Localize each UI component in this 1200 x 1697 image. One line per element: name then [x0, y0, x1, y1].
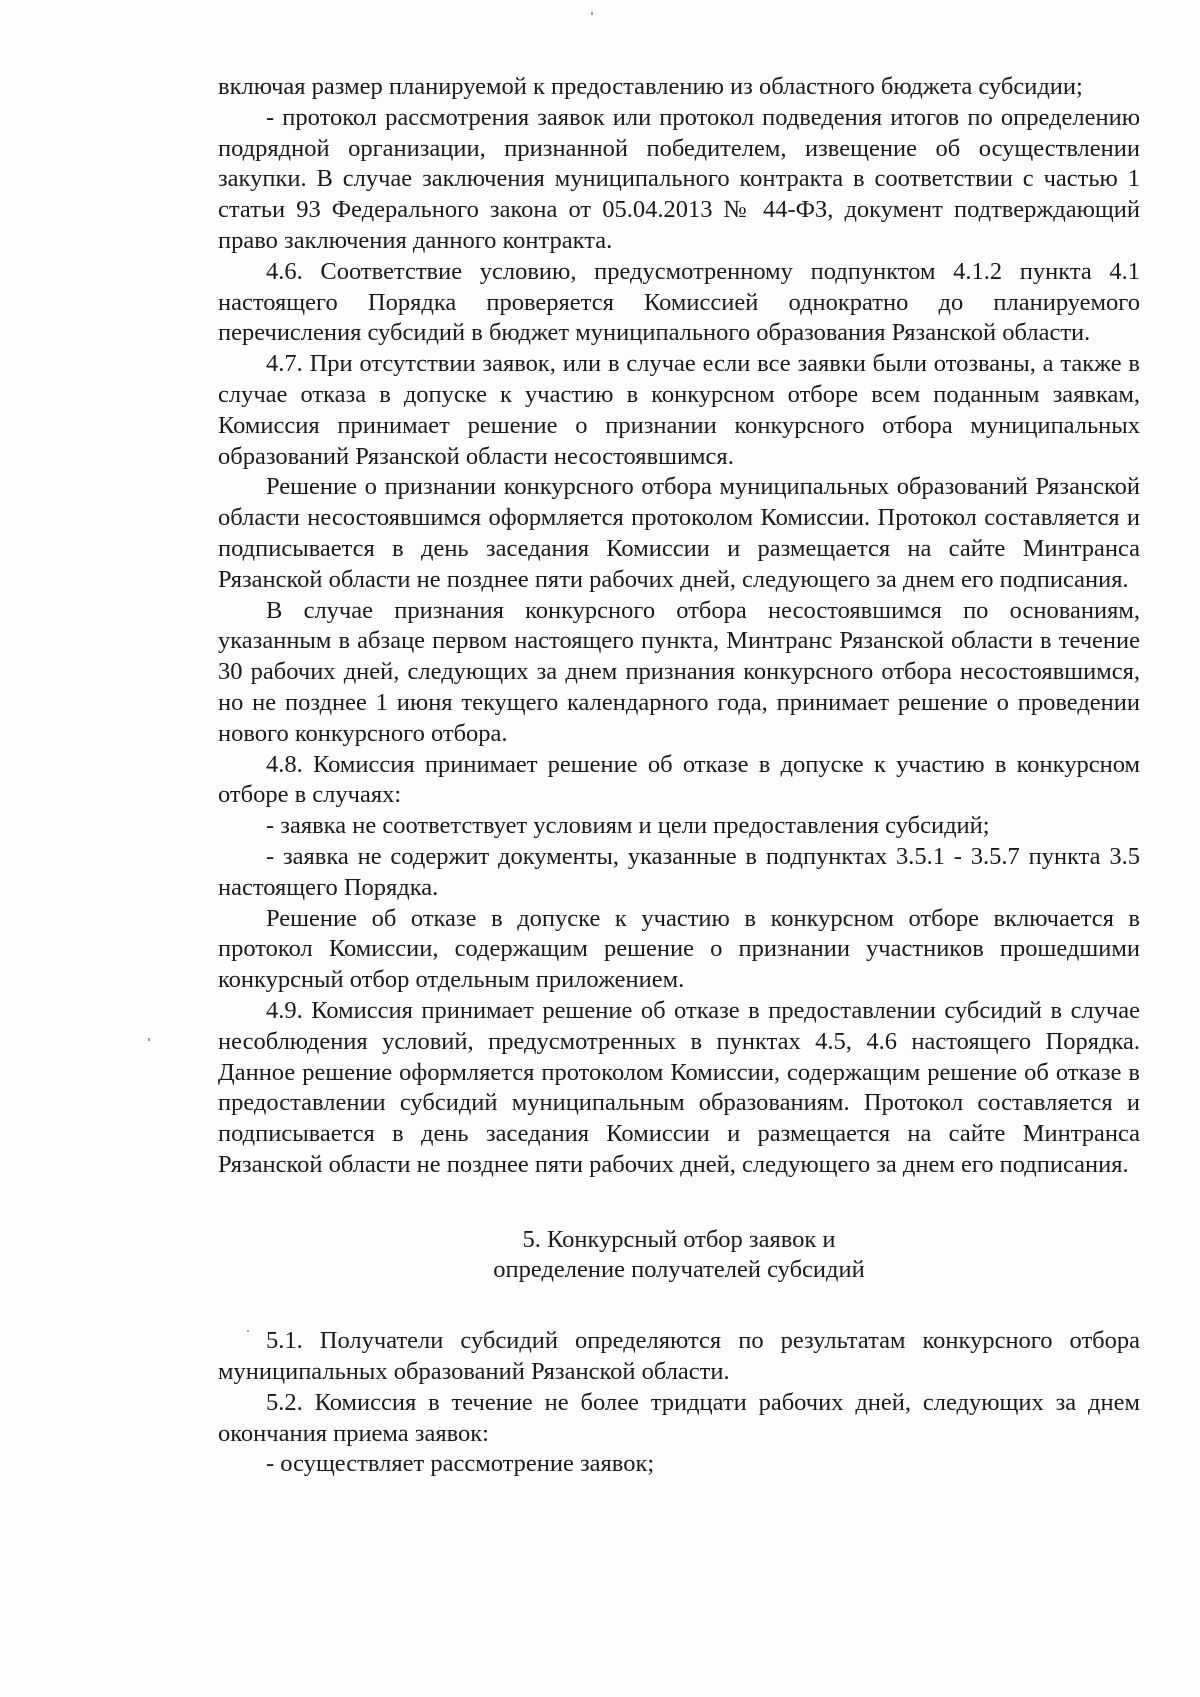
paragraph: 4.7. При отсутствии заявок, или в случае если все заявки были отозваны, а также в случае отказа в допуске к участию в конкурсном отборе всем поданным заявкам, Комиссия принимает решение о признании конкурсного отбора муниципальных образований Рязанской области несостоявшимся. — [218, 350, 1140, 470]
list-item: - заявка не содержит документы, указанные в подпунктах 3.5.1 - 3.5.7 пункта 3.5 настоящего Порядка. — [218, 842, 1140, 901]
paragraph: Решение об отказе в допуске к участию в конкурсном отборе включается в протокол Комиссии, содержащим решение о признании участников прошедшими конкурсный отбор отдельным приложением. — [218, 904, 1140, 994]
scan-speck — [591, 12, 593, 15]
paragraph: 5.1. Получатели субсидий определяются по результатам конкурсного отбора муниципальных образований Рязанской области. — [218, 1327, 1140, 1386]
paragraph: включая размер планируемой к предоставлению из областного бюджета субсидии; — [218, 73, 1083, 100]
paragraph: 4.8. Комиссия принимает решение об отказе в допуске к участию в конкурсном отборе в случаях: — [218, 750, 1140, 809]
section-heading-line-2: определение получателей субсидий — [493, 1256, 865, 1284]
list-item: - осуществляет рассмотрение заявок; — [266, 1450, 655, 1478]
section-heading-line-1: 5. Конкурсный отбор заявок и — [522, 1225, 836, 1253]
paragraph: 4.6. Соответствие условию, предусмотренному подпунктом 4.1.2 пункта 4.1 настоящего Порядка проверяется Комиссией однократно до планируемого перечисления субсидий в бюджет муниципального образования Рязанской области. — [218, 257, 1140, 347]
scan-speck — [148, 1038, 150, 1041]
paragraph: - протокол рассмотрения заявок или протокол подведения итогов по определению подрядной организации, признанной победителем, извещение об осуществлении закупки. В случае заключения муниципального контракта в соответствии с частью 1 статьи 93 Федерального закона от 05.04.2013 № 44-ФЗ, документ подтверждающий право заключения данного контракта. — [218, 103, 1140, 254]
section-heading — [218, 1225, 1140, 1287]
paragraph: 4.9. Комиссия принимает решение об отказе в предоставлении субсидий в случае несоблюдения условий, предусмотренных в пунктах 4.5, 4.6 настоящего Порядка. Данное решение оформляется протоколом Комиссии, содержащим решение об отказе в предоставлении субсидий муниципальным образованиям. Протокол составляется и подписывается в день заседания Комиссии и размещается на сайте Минтранса Рязанской области не позднее пяти рабочих дней, следующего за днем его подписания. — [218, 996, 1140, 1178]
paragraph: Решение о признании конкурсного отбора муниципальных образований Рязанской области несостоявшимся оформляется протоколом Комиссии. Протокол составляется и подписывается в день заседания Комиссии и размещается на сайте Минтранса Рязанской области не позднее пяти рабочих дней, следующего за днем его подписания. — [218, 473, 1140, 593]
document-body — [218, 72, 1140, 1480]
paragraph: В случае признания конкурсного отбора несостоявшимся по основаниям, указанным в абзаце первом настоящего пункта, Минтранс Рязанской области в течение 30 рабочих дней, следующих за днем признания конкурсного отбора несостоявшимся, но не позднее 1 июня текущего календарного года, принимает решение о проведении нового конкурсного отбора. — [218, 596, 1140, 747]
list-item: - заявка не соответствует условиям и цели предоставления субсидий; — [266, 812, 990, 840]
paragraph: 5.2. Комиссия в течение не более тридцати рабочих дней, следующих за днем окончания приема заявок: — [218, 1388, 1140, 1447]
